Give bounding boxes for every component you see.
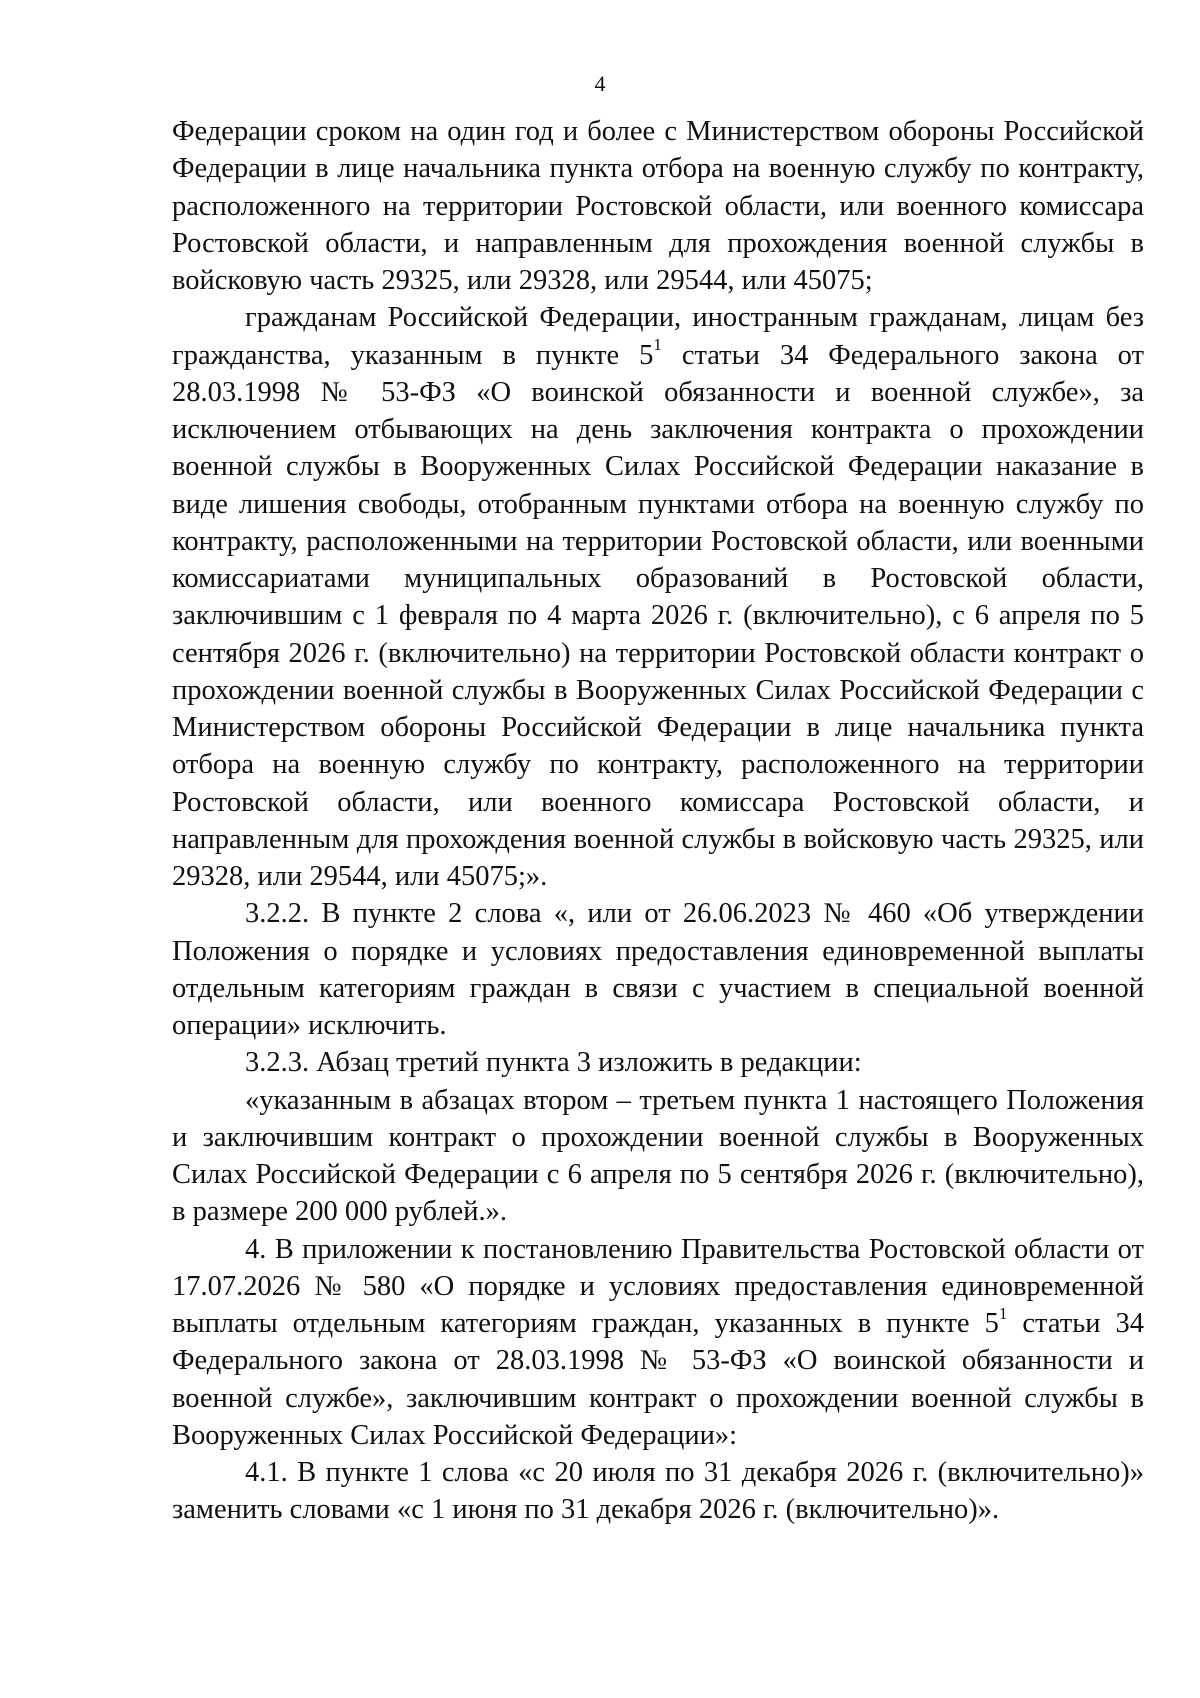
paragraph-3 <box>172 895 1144 1044</box>
paragraph-2 <box>172 299 1144 895</box>
paragraph-4 <box>172 1044 1144 1081</box>
paragraph-text: Федерации сроком на один год и более с Министерством обороны Российской Федерации в лице начальника пункта отбора на военную службу по контракту, расположенного на территории Ростовской области, или военного комиссара Ростовской области, и направленным для прохождения военной службы в войсковую часть 29325, или 29328, или 29544, или 45075; <box>172 116 1144 296</box>
paragraph-text: статьи 34 Федерального закона от 28.03.1998 № 53-ФЗ «О воинской обязанности и военной службе», за исключением отбывающих на день заключения контракта о прохождении военной службы в Вооруженных Силах Российской Федерации наказание в виде лишения свободы, отобранным пунктами отбора на военную службу по контракту, расположенными на территории Ростовской области, или военными комиссариатами муниципальных образований в Ростовской области, заключившим с 1 февраля по 4 марта 2026 г. (включительно), с 6 апреля по 5 сентября 2026 г. (включительно) на территории Ростовской области контракт о прохождении военной службы в Вооруженных Силах Российской Федерации с Министерством обороны Российской Федерации в лице начальника пункта отбора на военную службу по контракту, расположенного на территории Ростовской области, или военного комиссара Ростовской области, и направленным для прохождения военной службы в войсковую часть 29325, или 29328, или 29544, или 45075;». <box>172 339 1144 892</box>
paragraph-7 <box>172 1454 1144 1529</box>
paragraph-text: гражданам Российской Федерации, иностранным гражданам, лицам без гражданства, указанным в пункте 5 <box>172 302 1144 371</box>
paragraph-1 <box>172 113 1144 299</box>
paragraph-text: статьи 34 Федерального закона от 28.03.1998 № 53-ФЗ «О воинской обязанности и военной службе», заключившим контракт о прохождении военной службы в Вооруженных Силах Российской Федерации»: <box>172 1308 1144 1451</box>
paragraph-text: 3.2.2. В пункте 2 слова «, или от 26.06.2023 № 460 «Об утверждении Положения о порядке и условиях предоставления единовременной выплаты отдельным категориям граждан в связи с участием в специальной военной операции» исключить. <box>172 898 1144 1041</box>
page-number: 4 <box>594 71 606 96</box>
paragraph-text: 4.1. В пункте 1 слова «с 20 июля по 31 декабря 2026 г. (включительно)» заменить словами «с 1 июня по 31 декабря 2026 г. (включительно)». <box>172 1457 1144 1526</box>
paragraph-text: 4. В приложении к постановлению Правительства Ростовской области от 17.07.2026 № 580 «О порядке и условиях предоставления единовременной выплаты отдельным категориям граждан, указанных в пункте 5 <box>172 1233 1144 1339</box>
paragraph-text: «указанным в абзацах втором – третьем пункта 1 настоящего Положения и заключившим контракт о прохождении военной службы в Вооруженных Силах Российской Федерации с 6 апреля по 5 сентября 2026 г. (включительно), в размере 200 000 рублей.». <box>172 1084 1144 1228</box>
superscript: 1 <box>998 1303 1008 1323</box>
paragraph-6 <box>172 1231 1144 1455</box>
superscript: 1 <box>653 335 662 354</box>
paragraph-text: 3.2.3. Абзац третий пункта 3 изложить в редакции: <box>245 1047 862 1079</box>
document-body <box>172 113 1144 1529</box>
paragraph-5 <box>172 1082 1144 1231</box>
